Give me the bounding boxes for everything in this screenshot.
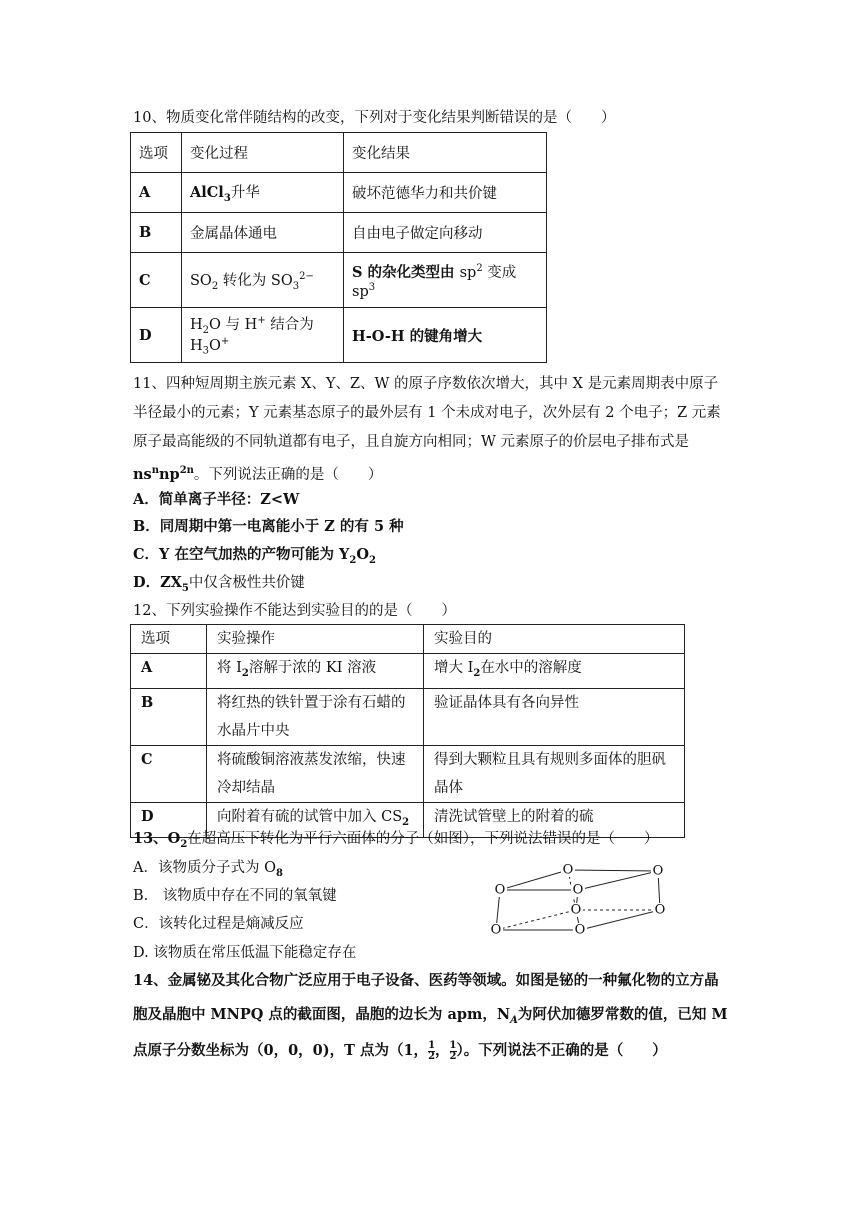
table-header-row	[131, 625, 685, 654]
result-cell: H-O-H 的键角增大	[344, 308, 547, 363]
result-cell: S 的杂化类型由 $sp^2$ 变成 $sp^3$	[344, 253, 547, 308]
table-header: 选项	[131, 133, 182, 173]
option-cell: C	[131, 745, 207, 802]
q13-option-d: D. 该物质在常压低温下能稳定存在	[133, 945, 357, 961]
option-cell: C	[131, 253, 182, 308]
table-header-row	[131, 133, 547, 173]
process-cell: $H_2O$ 与 H+ 结合为 $H_3O^+$	[182, 308, 344, 363]
table-header: 实验目的	[424, 625, 685, 654]
o8-molecule-diagram	[480, 858, 680, 940]
option-cell: B	[131, 688, 207, 745]
q14-line: 胞及晶胞中 MNPQ 点的截面图，晶胞的边长为 apm，$N_A$为阿伏加德罗常数的值，已知 M	[133, 1006, 728, 1026]
q11-option-d: D．$ZX_5$中仅含极性共价键	[133, 574, 305, 594]
table-row	[131, 745, 685, 802]
q11-line: $ns^nnp^{2n}$。下列说法正确的是（ ）	[133, 465, 383, 483]
oxygen-atom-label: O	[572, 882, 584, 898]
q11-option-a: A．简单离子半径：Z<W	[133, 491, 300, 508]
q10-stem: 10、物质变化常伴随结构的改变，下列对于变化结果判断错误的是（ ）	[133, 110, 616, 126]
oxygen-atom-label: O	[652, 863, 664, 879]
q12-stem: 12、下列实验操作不能达到实验目的的是（ ）	[133, 603, 456, 619]
q11-line: 原子最高能级的不同轨道都有电子，且自旋方向相同；W 元素原子的价层电子排布式是	[133, 434, 690, 450]
goal-cell: 验证晶体具有各向异性	[424, 688, 685, 745]
table-header: 变化过程	[182, 133, 344, 173]
q11-line: 半径最小的元素；Y 元素基态原子的最外层有 1 个未成对电子，次外层有 2 个电子；Z 元素	[133, 405, 721, 421]
q12-table	[130, 624, 685, 838]
bond-line	[580, 910, 660, 930]
operation-cell: 将硫酸铜溶液蒸发浓缩，快速 冷却结晶	[207, 745, 424, 802]
result-cell: 自由电子做定向移动	[344, 213, 547, 253]
oxygen-atom-label: O	[494, 882, 506, 898]
process-cell: $SO_2$ 转化为 $SO_3^{2-}$	[182, 253, 344, 308]
bond-line	[568, 870, 658, 871]
table-row	[131, 308, 547, 363]
operation-cell: 向附着有硫的试管中加入 $CS_2$	[207, 802, 424, 837]
q13-option-b: B. 该物质中存在不同的氧氧键	[133, 888, 337, 904]
goal-cell: 清洗试管壁上的附着的硫	[424, 802, 685, 837]
option-cell: D	[131, 802, 207, 837]
q14-line: 点原子分数坐标为（0，0，0)，T 点为（1， $\frac{1}{2}$ ， $\frac{1}{2}$ ）。下列说法不正确的是（ ）	[133, 1039, 667, 1062]
bond-line	[500, 870, 568, 890]
q13-option-c: C．该转化过程是熵减反应	[133, 916, 304, 932]
table-header: 变化结果	[344, 133, 547, 173]
option-cell: A	[131, 173, 182, 213]
table-row	[131, 173, 547, 213]
oxygen-atom-label: O	[654, 902, 666, 918]
goal-cell: 得到大颗粒且具有规则多面体的胆矾 晶体	[424, 745, 685, 802]
bond-line	[578, 871, 658, 890]
q11-line: 11、四种短周期主族元素 X、Y、Z、W 的原子序数依次增大，其中 X 是元素周期表中原子	[133, 376, 719, 392]
oxygen-atom-label: O	[490, 922, 502, 938]
oxygen-atom-label: O	[562, 862, 574, 878]
process-cell: AlCl$_3$升华	[182, 173, 344, 213]
q11-option-b: B．同周期中第一电离能小于 Z 的有 5 种	[133, 518, 404, 535]
fraction: $\frac{1}{2}$	[449, 1039, 457, 1062]
table-row	[131, 688, 685, 745]
fraction: $\frac{1}{2}$	[428, 1039, 436, 1062]
operation-cell: 将红热的铁针置于涂有石蜡的 水晶片中央	[207, 688, 424, 745]
hidden-bond-line	[496, 910, 576, 930]
table-header: 实验操作	[207, 625, 424, 654]
oxygen-atom-label: O	[574, 922, 586, 938]
table-header: 选项	[131, 625, 207, 654]
option-cell: B	[131, 213, 182, 253]
process-cell: 金属晶体通电	[182, 213, 344, 253]
table-row	[131, 654, 685, 689]
q10-table	[130, 132, 547, 363]
table-row	[131, 213, 547, 253]
result-cell: 破坏范德华力和共价键	[344, 173, 547, 213]
q13-stem: 13、$O_2$在超高压下转化为平行六面体的分子（如图），下列说法错误的是（ ）	[133, 830, 659, 850]
option-cell: D	[131, 308, 182, 363]
option-cell: A	[131, 654, 207, 689]
operation-cell: 将 $I_2$溶解于浓的 KI 溶液	[207, 654, 424, 689]
q11-option-c: C．Y 在空气加热的产物可能为 $Y_2O_2$	[133, 546, 376, 566]
oxygen-atom-label: O	[570, 902, 582, 918]
q13-option-a: A．该物质分子式为 $O_8$	[133, 860, 283, 879]
goal-cell: 增大 $I_2$在水中的溶解度	[424, 654, 685, 689]
table-row	[131, 253, 547, 308]
q14-line: 14、金属铋及其化合物广泛应用于电子设备、医药等领域。如图是铋的一种氟化物的立方晶	[133, 972, 719, 989]
